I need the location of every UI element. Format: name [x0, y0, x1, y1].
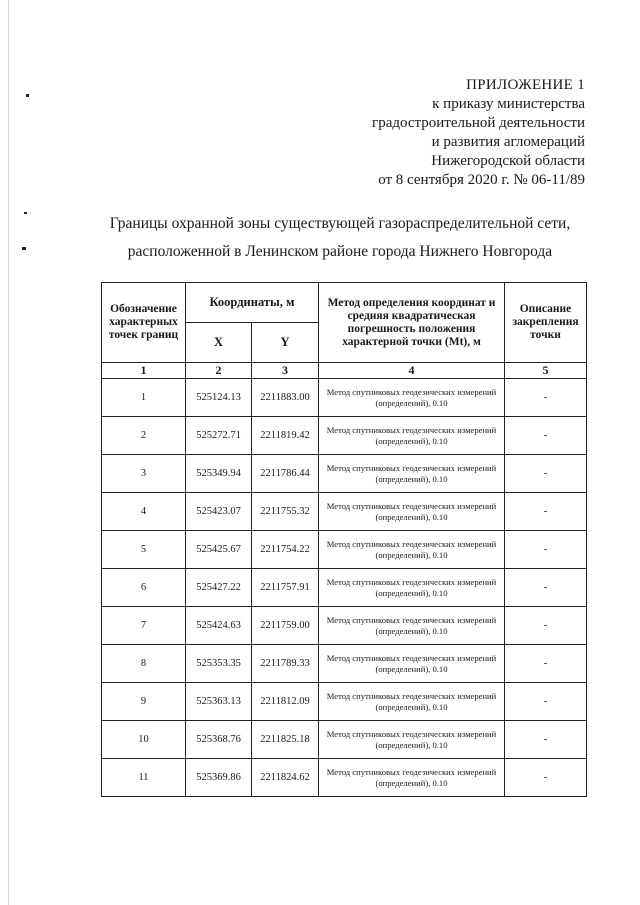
method-cell: Метод спутниковых геодезических измерений (определений), 0.10 — [319, 607, 505, 645]
x-cell: 525353.35 — [186, 645, 252, 683]
x-cell: 525349.94 — [186, 455, 252, 493]
appendix-line: и развития агломераций — [431, 134, 585, 150]
description-cell: - — [505, 455, 587, 493]
x-cell: 525272.71 — [186, 417, 252, 455]
description-cell: - — [505, 607, 587, 645]
table-row — [102, 531, 587, 569]
method-cell: Метод спутниковых геодезических измерений (определений), 0.10 — [319, 379, 505, 417]
x-cell: 525363.13 — [186, 683, 252, 721]
appendix-block — [372, 76, 585, 190]
header-x: X — [186, 323, 252, 363]
heading-line: расположенной в Ленинском районе города Нижнего Новгорода — [127, 243, 553, 260]
y-cell: 2211755.32 — [252, 493, 319, 531]
y-cell: 2211819.42 — [252, 417, 319, 455]
y-cell: 2211757.91 — [252, 569, 319, 607]
table-body — [102, 379, 587, 797]
appendix-line: к приказу министерства — [432, 96, 585, 112]
heading-line: Границы охранной зоны существующей газораспределительной сети, — [109, 215, 571, 232]
method-cell: Метод спутниковых геодезических измерений (определений), 0.10 — [319, 759, 505, 797]
table-row — [102, 455, 587, 493]
header-method: Метод определения координат и средняя квадратическая погрешность положения характерной точки (Mt), м — [319, 283, 505, 363]
description-cell: - — [505, 683, 587, 721]
x-cell: 525369.86 — [186, 759, 252, 797]
column-number: 1 — [102, 363, 186, 379]
table-row — [102, 569, 587, 607]
method-cell: Метод спутниковых геодезических измерений (определений), 0.10 — [319, 455, 505, 493]
point-cell: 4 — [102, 493, 186, 531]
point-cell: 3 — [102, 455, 186, 493]
y-cell: 2211824.62 — [252, 759, 319, 797]
description-cell: - — [505, 417, 587, 455]
table-row — [102, 417, 587, 455]
method-cell: Метод спутниковых геодезических измерений (определений), 0.10 — [319, 683, 505, 721]
method-cell: Метод спутниковых геодезических измерений (определений), 0.10 — [319, 493, 505, 531]
description-cell: - — [505, 531, 587, 569]
point-cell: 6 — [102, 569, 186, 607]
method-cell: Метод спутниковых геодезических измерений (определений), 0.10 — [319, 721, 505, 759]
y-cell: 2211883.00 — [252, 379, 319, 417]
description-cell: - — [505, 379, 587, 417]
appendix-title: ПРИЛОЖЕНИЕ 1 — [466, 77, 585, 93]
column-number: 4 — [319, 363, 505, 379]
appendix-line: от 8 сентября 2020 г. № 06-11/89 — [378, 172, 585, 188]
y-cell: 2211754.22 — [252, 531, 319, 569]
description-cell: - — [505, 645, 587, 683]
x-cell: 525124.13 — [186, 379, 252, 417]
table-row — [102, 607, 587, 645]
table-row — [102, 379, 587, 417]
point-cell: 7 — [102, 607, 186, 645]
point-cell: 8 — [102, 645, 186, 683]
column-number: 5 — [505, 363, 587, 379]
column-number: 3 — [252, 363, 319, 379]
y-cell: 2211789.33 — [252, 645, 319, 683]
description-cell: - — [505, 721, 587, 759]
point-cell: 5 — [102, 531, 186, 569]
scan-speck — [26, 94, 29, 97]
method-cell: Метод спутниковых геодезических измерений (определений), 0.10 — [319, 531, 505, 569]
y-cell: 2211825.18 — [252, 721, 319, 759]
description-cell: - — [505, 493, 587, 531]
method-cell: Метод спутниковых геодезических измерений (определений), 0.10 — [319, 417, 505, 455]
table-row — [102, 683, 587, 721]
point-cell: 9 — [102, 683, 186, 721]
header-y: Y — [252, 323, 319, 363]
description-cell: - — [505, 569, 587, 607]
coordinates-table — [101, 282, 587, 797]
table-row — [102, 645, 587, 683]
appendix-line: градостроительной деятельности — [372, 115, 585, 131]
x-cell: 525425.67 — [186, 531, 252, 569]
x-cell: 525427.22 — [186, 569, 252, 607]
column-number: 2 — [186, 363, 252, 379]
header-description: Описание закрепления точки — [505, 283, 587, 363]
method-cell: Метод спутниковых геодезических измерений (определений), 0.10 — [319, 569, 505, 607]
point-cell: 1 — [102, 379, 186, 417]
y-cell: 2211759.00 — [252, 607, 319, 645]
x-cell: 525424.63 — [186, 607, 252, 645]
header-designation: Обозначение характерных точек границ — [102, 283, 186, 363]
scan-speck — [24, 212, 27, 214]
scan-speck — [22, 247, 26, 250]
y-cell: 2211786.44 — [252, 455, 319, 493]
description-cell: - — [505, 759, 587, 797]
table-row — [102, 721, 587, 759]
point-cell: 11 — [102, 759, 186, 797]
scan-edge-line — [8, 0, 9, 905]
point-cell: 2 — [102, 417, 186, 455]
x-cell: 525423.07 — [186, 493, 252, 531]
method-cell: Метод спутниковых геодезических измерений (определений), 0.10 — [319, 645, 505, 683]
document-heading — [100, 210, 580, 266]
y-cell: 2211812.09 — [252, 683, 319, 721]
point-cell: 10 — [102, 721, 186, 759]
table-row — [102, 493, 587, 531]
x-cell: 525368.76 — [186, 721, 252, 759]
header-coordinates: Координаты, м — [186, 283, 319, 323]
appendix-line: Нижегородской области — [431, 153, 585, 169]
table-row — [102, 759, 587, 797]
